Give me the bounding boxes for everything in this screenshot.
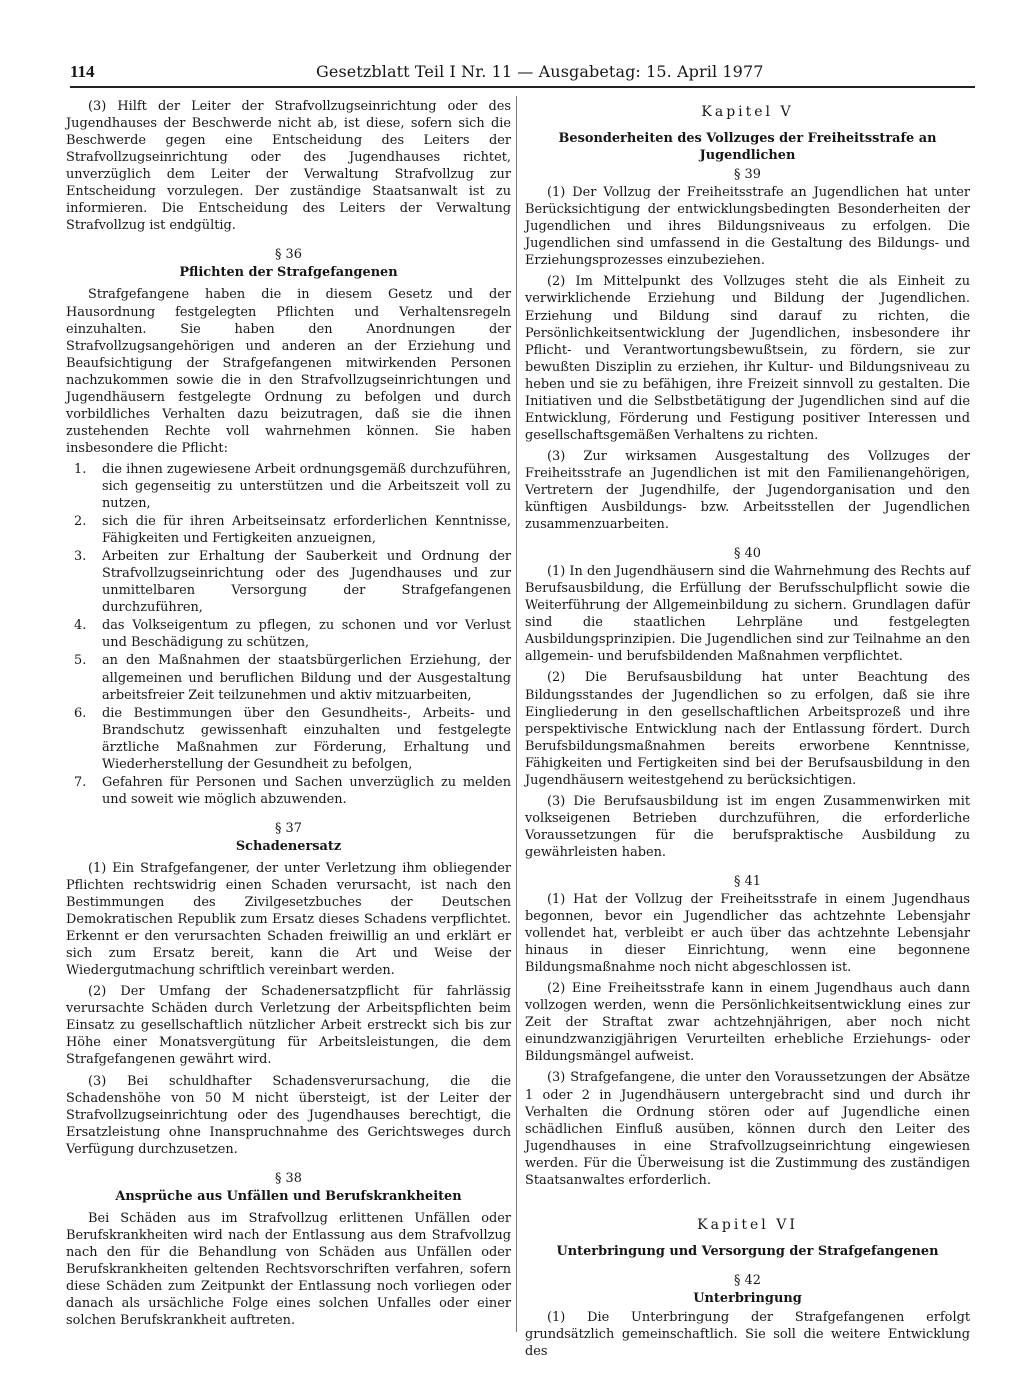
section-38-title: Ansprüche aus Unfällen und Berufskrankheiten [115,1188,462,1204]
list-item: 2. sich die für ihren Arbeitseinsatz erforderlichen Kenntnisse, Fähigkeiten und Fertigkeiten anzueignen, [74,514,511,547]
page-number: 114 [70,62,95,81]
spacer [525,1193,970,1211]
section-37-paragraph-1: (1) Ein Strafgefangener, der unter Verletzung ihm obliegender Pflichten rechtswidrig einen Schaden verursacht, ist nach den Bestimmungen des Zivilgesetzbuches der Deutschen Demokratischen Republik zum Ersatz dieses Schadens verpflichtet. Erkennt er den verursachten Schaden freiwillig an und erklärt er sich zum Ersatz bereit, kann die Art und Weise der Wiedergutmachung schriftlich vereinbart werden. [66,860,511,979]
section-38-text: Bei Schäden aus im Strafvollzug erlittenen Unfällen oder Berufskrankheiten wird nach der Entlassung aus dem Strafvollzug nach den für die Behandlung von Schäden aus Unfällen oder Berufskrankheiten geltenden Rechtsvorschriften verfahren, sofern diese Schäden zum Zeitpunkt der Entlassung noch vorliegen oder danach als ursächliche Folge eines solchen Unfalles oder einer solchen Berufskrankheit auftreten. [66,1210,511,1329]
chapter-5-title: Besonderheiten des Vollzuges der Freiheitsstrafe an Jugendlichen [558,131,937,164]
section-40-number: § 40 [734,546,761,562]
list-item: 3. Arbeiten zur Erhaltung der Sauberkeit und Ordnung der Strafvollzugseinrichtung oder des Jugendhauses und zur unmittelbaren Versorgung der Strafgefangenen durchzuführen, [74,549,511,616]
list-item: 5. an den Maßnahmen der staatsbürgerlichen Erziehung, der allgemeinen und beruflichen Bildung und der Ausgestaltung arbeitsfreier Zeit teilzunehmen und aktiv mitzuarbeiten, [74,653,511,703]
section-37-paragraph-3: (3) Bei schuldhafter Schadensverursachung, die die Schadenshöhe von 50 M nicht übersteigt, ist der Leiter der Strafvollzugseinrichtung oder des Jugendhauses berechtigt, die Ersatzleistung ohne Inanspruchnahme des Gerichtsweges durch Verfügung durchzusetzen. [66,1073,511,1157]
section-42-paragraph-1: (1) Die Unterbringung der Strafgefangenen erfolgt grundsätzlich gemeinschaftlich. Sie soll die weitere Entwicklung des [525,1310,970,1360]
list-item: 7. Gefahren für Personen und Sachen unverzüglich zu melden und soweit wie möglich abzuwenden. [74,774,511,807]
section-37-number: § 37 [275,820,302,836]
section-41-paragraph-3: (3) Strafgefangene, die unter den Voraussetzungen der Absätze 1 oder 2 in Jugendhäusern untergebracht sind und durch ihr Verhalten die Ordnung stören oder auf Jugendliche einen schädlichen Einfluß ausüben, können durch den Leiter des Jugendhauses in eine Strafvollzugseinrichtung eingewiesen werden. Für die Überweisung ist die Zustimmung des zuständigen Staatsanwaltes erforderlich. [525,1070,970,1188]
section-39-paragraph-1: (1) Der Vollzug der Freiheitsstrafe an Jugendlichen hat unter Berücksichtigung der entwicklungsbedingten Besonderheiten der Jugendlichen und ihres Bildungsniveaus zu erfolgen. Die Jugendlichen sind umfassend in die Gestaltung des Bildungs- und Erziehungsprozesses einzubeziehen. [525,185,970,269]
section-37-title: Schadenersatz [235,838,342,854]
section-41-number: § 41 [734,873,761,889]
section-39-paragraph-2: (2) Im Mittelpunkt des Vollzuges steht die als Einheit zu verwirklichende Erziehung und Bildung der Jugendlichen. Erziehung und Bildung sind darauf zu richten, die Persönlichkeitsentwicklung der Jugendlichen, insbesondere ihr Pflicht- und Verantwortungsbewußtsein, zu fördern, sie zur bewußten Disziplin zu erziehen, ihr Kultur- und Bildungsniveau zu heben und sie zu befähigen, ihre Freizeit sinnvoll zu gestalten. Die Initiativen und die Selbstbetätigung der Jugendlichen sind auf die Entwicklung, Förderung und Festigung positiver Interessen und gesellschaftsgemäßen Verhaltens zu richten. [525,274,970,443]
section-36-number: § 36 [275,247,302,263]
paragraph-35-3: (3) Hilft der Leiter der Strafvollzugseinrichtung oder des Jugendhauses der Beschwerde nicht ab, ist diese, sofern sich die Beschwerde gegen eine Entscheidung des Leiters der Strafvollzugseinrichtung oder des Jugendhauses richtet, unverzüglich dem Leiter der Verwaltung Strafvollzug zur Entscheidung vorzulegen. Der zuständige Staatsanwalt ist zu informieren. Die Entscheidung des Leiters der Verwaltung Strafvollzug ist endgültig. [66,99,511,234]
running-title: Gesetzblatt Teil I Nr. 11 — Ausgabetag: 15. April 1977 [316,62,764,81]
section-40-paragraph-2: (2) Die Berufsausbildung hat unter Beachtung des Bildungsstandes der Jugendlichen so zu erfolgen, daß sie ihre Eingliederung in den gesellschaftlichen Arbeitsprozeß und ihre perspektivische Entwicklung nach der Entlassung fördert. Durch Berufsbildungsmaßnahmen bereits erworbene Kenntnisse, Fähigkeiten und Fertigkeiten sind bei der Berufsausbildung in den Jugendhäusern weitestgehend zu berücksichtigen. [525,670,970,788]
section-41-paragraph-2: (2) Eine Freiheitsstrafe kann in einem Jugendhaus auch dann vollzogen werden, wenn die Persönlichkeitsentwicklung eines zur Zeit der Straftat zwar achtzehnjährigen, aber noch nicht einundzwanzigjährigen Verurteilten erhebliche Erziehungs- oder Bildungsmängel aufweist. [525,981,970,1065]
section-37-paragraph-2: (2) Der Umfang der Schadenersatzpflicht für fahrlässig verursachte Schäden durch Verletzung der Arbeitspflichten beim Einsatz zu gesellschaftlich nützlicher Arbeit erstreckt sich bis zur Höhe einer Monatsvergütung für Arbeitsleistungen, die dem Strafgefangenen gewährt wird. [66,984,511,1068]
chapter-6-title: Unterbringung und Versorgung der Strafgefangenen [556,1243,939,1259]
column-divider [516,96,517,1332]
section-39-paragraph-3: (3) Zur wirksamen Ausgestaltung des Vollzuges der Freiheitsstrafe an Jugendlichen ist mit den Familienangehörigen, Vertretern der Jugendhilfe, der Jugendorganisation und den künftigen Ausbildungs- bzw. Arbeitsstellen der Jugendlichen zusammenzuarbeiten. [525,448,970,533]
left-column [66,98,511,1333]
section-40-paragraph-3: (3) Die Berufsausbildung ist im engen Zusammenwirken mit volkseigenen Betrieben durchzuführen, die erforderliche Voraussetzungen für die berufspraktische Ausbildung zu gewährleisten haben. [525,793,970,860]
list-item: 4. das Volkseigentum zu pflegen, zu schonen und vor Verlust und Beschädigung zu schützen, [74,618,511,651]
section-41-paragraph-1: (1) Hat der Vollzug der Freiheitsstrafe in einem Jugendhaus begonnen, bevor ein Jugendlicher das achtzehnte Lebensjahr vollendet hat, verbleibt er auch über das achtzehnte Lebensjahr hinaus in dieser Einrichtung, wenn eine begonnene Bildungsmaßnahme noch nicht abgeschlossen ist. [525,892,970,976]
right-column [525,98,970,1364]
section-36-title: Pflichten der Strafgefangenen [179,265,398,281]
section-36-text: Strafgefangene haben die in diesem Gesetz und der Hausordnung festgelegten Pflichten und Verhaltensregeln einzuhalten. Sie haben den Anordnungen der Strafvollzugsangehörigen und anderen an der Erziehung und Beaufsichtigung der Strafgefangenen mitwirkenden Personen nachzukommen sowie die in den Strafvollzugseinrichtungen und Jugendhäusern festgelegte Ordnung zu befolgen und durch vorbildliches Verhalten dazu beizutragen, daß sie die ihnen zustehenden Rechte voll wahrnehmen können. Sie haben insbesondere die Pflicht: [66,287,511,456]
duties-list [66,461,511,808]
section-40-paragraph-1: (1) In den Jugendhäusern sind die Wahrnehmung des Rechts auf Berufsausbildung, die Erfüllung der Berufsschulpflicht sowie die Weiterführung der Allgemeinbildung zu sichern. Grundlagen dafür sind die staatlichen Lehrpläne und festgelegten Ausbildungsprinzipien. Die Jugendlichen sind zur Teilnahme an den allgemein- und berufsbildenden Maßnahmen verpflichtet. [525,564,970,665]
chapter-5-label: Kapitel V [701,104,794,120]
header-rule [70,86,975,88]
section-42-number: § 42 [734,1272,761,1288]
section-42-title: Unterbringung [693,1290,802,1306]
section-39-number: § 39 [734,167,761,183]
page-header [70,54,975,88]
chapter-6-label: Kapitel VI [697,1216,798,1233]
list-item: 1. die ihnen zugewiesene Arbeit ordnungsgemäß durchzuführen, sich gegenseitig zu unterstützen und die Arbeitszeit voll zu nutzen, [74,461,511,512]
list-item: 6. die Bestimmungen über den Gesundheits-, Arbeits- und Brandschutz gewissenhaft einzuhalten und festgelegte ärztliche Maßnahmen zur Förderung, Erhaltung und Wiederherstellung der Gesundheit zu befolgen, [74,705,511,772]
section-38-number: § 38 [275,1170,302,1186]
